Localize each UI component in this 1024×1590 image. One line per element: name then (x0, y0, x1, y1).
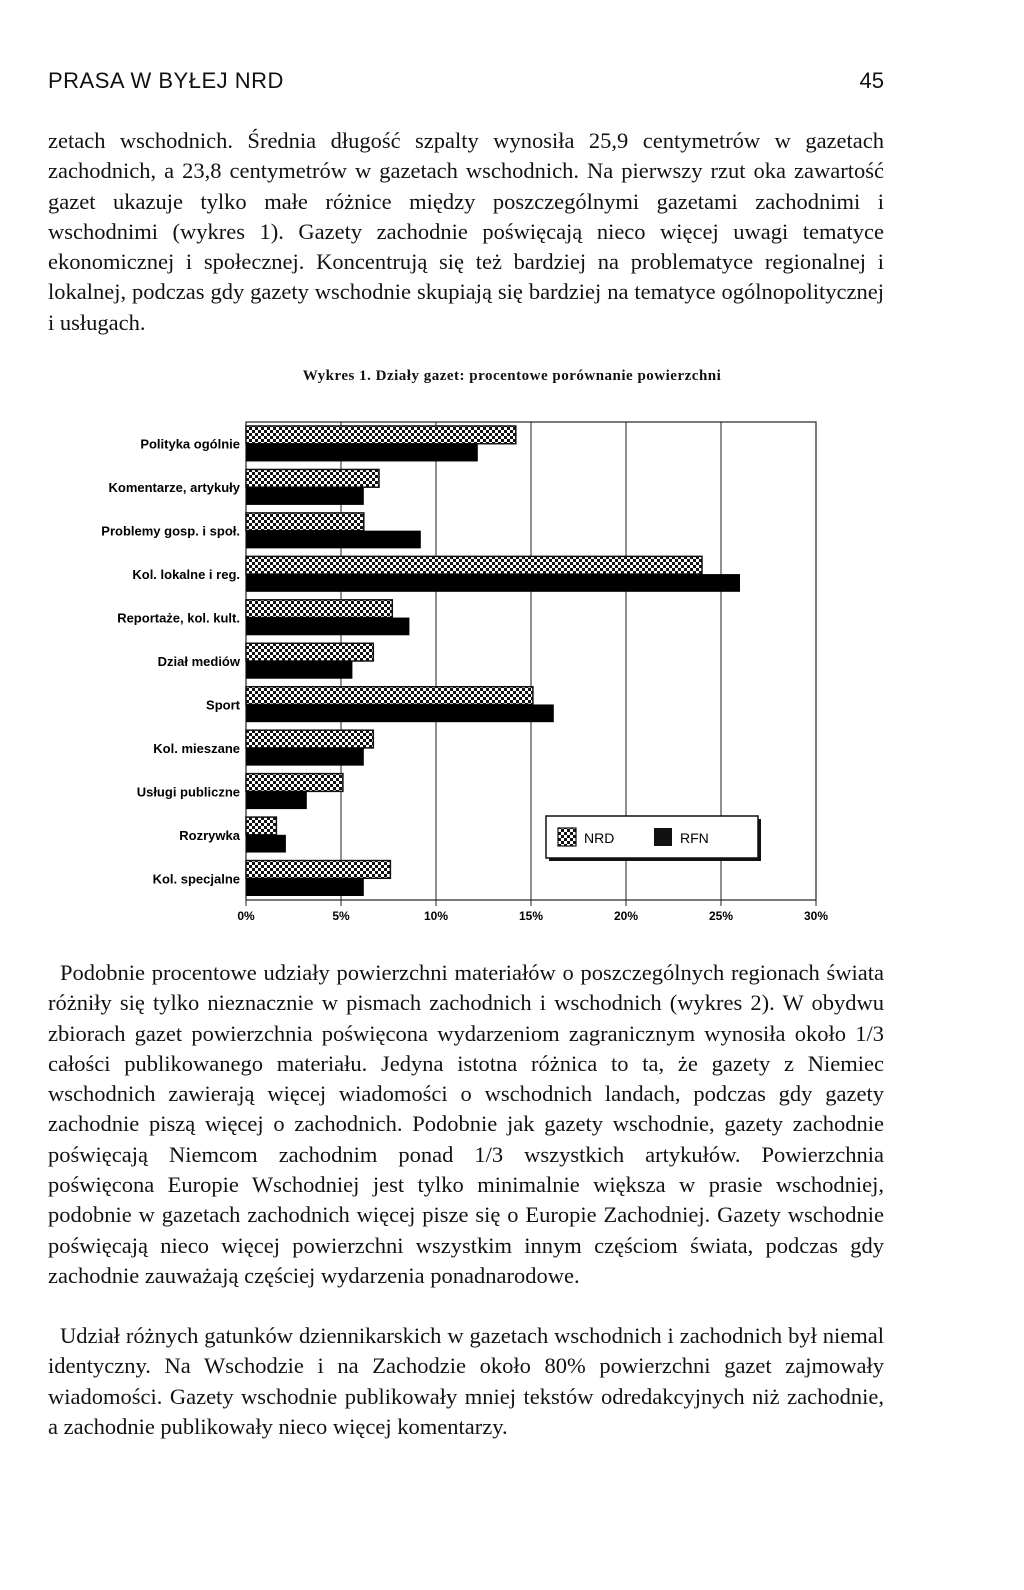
x-tick-label: 20% (613, 909, 639, 923)
running-title: PRASA W BYŁEJ NRD (48, 68, 284, 93)
legend-box (546, 816, 758, 858)
bar-rfn (246, 574, 740, 592)
bar-nrd (246, 817, 276, 835)
category-label: Dział mediów (157, 654, 240, 669)
bar-rfn (246, 618, 409, 636)
bar-nrd (246, 469, 379, 487)
bar-rfn (246, 487, 364, 505)
bar-nrd (246, 774, 343, 792)
x-tick-label: 25% (708, 909, 734, 923)
x-tick-label: 30% (803, 909, 829, 923)
category-label: Kol. lokalne i reg. (132, 567, 240, 583)
bar-nrd (246, 426, 516, 444)
running-header (48, 68, 884, 104)
bar-rfn (246, 835, 286, 853)
legend-swatch-nrd (558, 828, 576, 846)
x-tick-label: 0% (237, 909, 255, 923)
bar-nrd (246, 643, 373, 661)
bar-nrd (246, 556, 702, 574)
page-number: 45 (859, 68, 884, 93)
category-label: Sport (206, 697, 240, 713)
category-label: Problemy gosp. i społ. (101, 523, 240, 539)
bar-rfn (246, 704, 554, 722)
bar-rfn (246, 531, 421, 549)
bar-nrd (246, 513, 364, 531)
category-label: Kol. mieszane (153, 740, 240, 756)
paragraph-2: Podobnie procentowe udziały powierzchni materiałów o poszczególnych regionach świata różniły się tylko nieznacznie w pismach zachodnich i wschodnich (wykres 2). W obydwu zbiorach gazet powierzchnia poświęcona wydarzeniom zagranicznym wynosiła około 1/3 całości publikowanego materiału. Jedyna istotna różnica to ta, że gazety z Niemiec wschodnich zawierają więcej wiadomości o wschodnich landach, podczas gdy gazety zachodnie piszą więcej o zachodnich. Podobnie jak gazety wschodnie, gazety zachodnie poświęcają Niemcom zachodnim ponad 1/3 wszystkich artykułów. Powierzchnia poświęcona Europie Wschodniej jest tylko minimalnie większa w prasie wschodniej, podobnie w gazetach zachodnich więcej pisze się o Europie Zachodniej. Gazety wschodnie poświęcają nieco więcej powierzchni wszystkim innym częściom świata, podczas gdy zachodnie zauważają częściej wydarzenia ponadnarodowe. (48, 960, 884, 1288)
bar-rfn (246, 661, 352, 679)
x-tick-label: 10% (423, 909, 449, 923)
bar-nrd (246, 687, 533, 705)
chart-legend (546, 816, 761, 861)
bar-rfn (246, 791, 307, 809)
x-tick-label: 15% (518, 909, 544, 923)
x-tick-label: 5% (332, 909, 350, 923)
category-label: Polityka ogólnie (140, 436, 240, 452)
paragraph-3: Udział różnych gatunków dziennikarskich w gazetach wschodnich i zachodnich był niemal identyczny. Na Wschodzie i na Zachodzie około 80% powierzchni gazet zajmowały wiadomości. Gazety wschodnie publikowały mniej tekstów odredakcyjnych niż zachodnie, a zachodnie publikowały nieco więcej komentarzy. (48, 1323, 884, 1439)
bar-nrd (246, 730, 373, 748)
bar-nrd (246, 600, 392, 618)
chart-category-labels (101, 437, 241, 887)
bar-nrd (246, 861, 390, 879)
bar-rfn (246, 748, 364, 766)
legend-label-nrd: NRD (584, 830, 615, 846)
category-label: Rozrywka (179, 827, 240, 843)
category-label: Usługi publiczne (136, 784, 240, 800)
chart-tick-labels (237, 909, 828, 923)
bar-rfn (246, 878, 364, 896)
category-label: Reportaże, kol. kult. (117, 610, 240, 626)
category-label: Kol. specjalne (152, 871, 240, 887)
legend-swatch-rfn (654, 828, 672, 846)
category-label: Komentarze, artykuły (108, 480, 240, 496)
bar-rfn (246, 444, 478, 462)
bar-chart (0, 400, 1024, 940)
legend-label-rfn: RFN (680, 830, 709, 846)
chart-caption: Wykres 1. Działy gazet: procentowe porównanie powierzchni (302, 368, 722, 384)
paragraph-1: zetach wschodnich. Średnia długość szpalty wynosiła 25,9 centymetrów w gazetach zachodnich, a 23,8 centymetrów w gazetach wschodnich. Na pierwszy rzut oka zawartość gazet ukazuje tylko małe różnice między poszczególnymi gazetami zachodnimi i wschodnimi (wykres 1). Gazety zachodnie poświęcają nieco więcej uwagi tematyce ekonomicznej i społecznej. Koncentrują się też bardziej na problematyce regionalnej i lokalnej, podczas gdy gazety wschodnie skupiają się bardziej na tematyce ogólnopolitycznej i usługach. (48, 128, 884, 335)
